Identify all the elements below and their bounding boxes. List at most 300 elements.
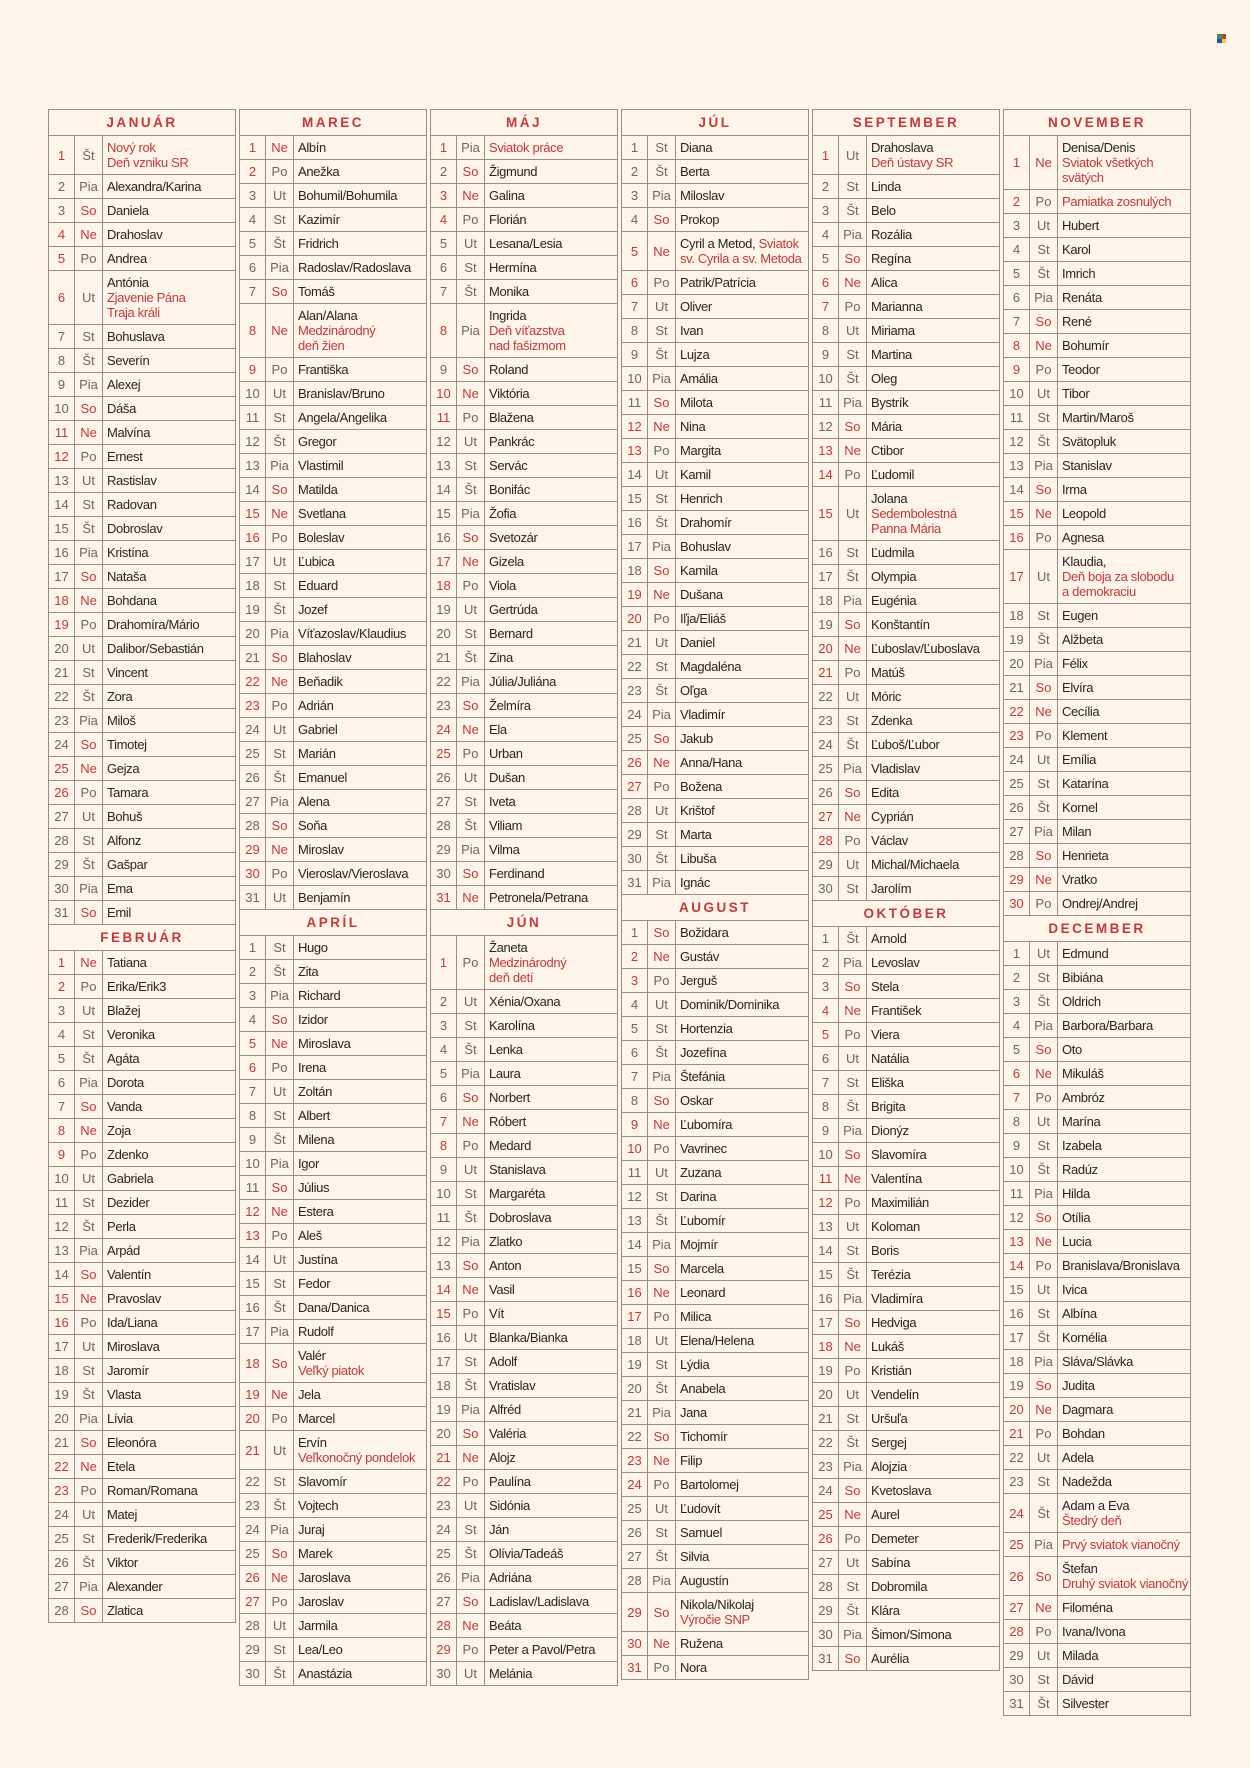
weekday: Ne (75, 757, 103, 781)
day-row (240, 574, 427, 598)
weekday: Po (839, 1023, 867, 1047)
name-cell (867, 487, 1000, 541)
weekday: Pia (1030, 1350, 1058, 1374)
name-day: Dagmara (1062, 1402, 1114, 1417)
weekday: Po (1030, 1086, 1058, 1110)
month-title: JÚL (622, 110, 809, 136)
weekday: St (839, 1575, 867, 1599)
day-row (813, 685, 1000, 709)
day-number: 16 (813, 1287, 839, 1311)
name-day: Zoja (107, 1123, 131, 1138)
weekday: Po (457, 1470, 485, 1494)
day-number: 31 (240, 886, 266, 910)
name-cell (1058, 820, 1191, 844)
day-number: 12 (622, 1185, 648, 1209)
name-day: Aurélia (871, 1651, 910, 1666)
day-row (622, 1113, 809, 1137)
day-row (1004, 502, 1191, 526)
day-row (431, 430, 618, 454)
name-cell (867, 589, 1000, 613)
calendar-column (239, 109, 426, 1686)
name-cell (676, 703, 809, 727)
day-row (49, 1287, 236, 1311)
day-row (431, 1158, 618, 1182)
day-number: 10 (240, 382, 266, 406)
weekday: St (839, 709, 867, 733)
day-row (1004, 1158, 1191, 1182)
day-row (431, 232, 618, 256)
name-cell (103, 829, 236, 853)
day-row (431, 1254, 618, 1278)
weekday: So (266, 478, 294, 502)
name-day: Zdenka (871, 713, 913, 728)
day-row (431, 718, 618, 742)
name-cell (103, 781, 236, 805)
day-number: 22 (1004, 700, 1030, 724)
day-row (240, 208, 427, 232)
name-day: Eduard (298, 578, 338, 593)
name-cell (485, 718, 618, 742)
name-cell (294, 208, 427, 232)
weekday: Ut (1030, 550, 1058, 604)
day-row (240, 1128, 427, 1152)
day-number: 28 (240, 1614, 266, 1638)
day-number: 28 (813, 829, 839, 853)
day-row (49, 1431, 236, 1455)
day-number: 23 (49, 709, 75, 733)
weekday: So (648, 559, 676, 583)
name-cell (1058, 1692, 1191, 1716)
name-cell (294, 526, 427, 550)
day-number: 27 (813, 805, 839, 829)
name-cell (676, 1656, 809, 1680)
weekday: Pia (457, 1062, 485, 1086)
name-cell (103, 199, 236, 223)
name-cell (294, 1104, 427, 1128)
weekday: Št (266, 1296, 294, 1320)
day-row (813, 343, 1000, 367)
day-row (813, 781, 1000, 805)
name-cell (676, 1593, 809, 1632)
name-cell (294, 1590, 427, 1614)
day-row (49, 541, 236, 565)
day-number: 27 (49, 1575, 75, 1599)
name-day: Cyprián (871, 809, 914, 824)
name-day: Kristína (107, 545, 149, 560)
name-day: Lesana/Lesia (489, 236, 563, 251)
weekday: So (266, 280, 294, 304)
day-row (49, 1047, 236, 1071)
day-row (813, 733, 1000, 757)
name-day: Belo (871, 203, 896, 218)
name-cell (1058, 238, 1191, 262)
day-row (240, 406, 427, 430)
weekday: So (839, 1311, 867, 1335)
weekday: So (75, 1599, 103, 1623)
day-row (622, 1305, 809, 1329)
name-cell (485, 1110, 618, 1134)
name-cell (676, 751, 809, 775)
day-number: 27 (622, 1545, 648, 1569)
name-day: Róbert (489, 1114, 526, 1129)
day-number: 24 (1004, 748, 1030, 772)
name-day: Uršuľa (871, 1411, 908, 1426)
weekday: Po (457, 406, 485, 430)
weekday: Po (266, 526, 294, 550)
name-cell (867, 1191, 1000, 1215)
day-number: 21 (240, 646, 266, 670)
day-row (622, 1041, 809, 1065)
day-number: 12 (1004, 1206, 1030, 1230)
day-number: 18 (622, 1329, 648, 1353)
name-cell (485, 1566, 618, 1590)
day-number: 7 (431, 1110, 457, 1134)
name-cell (867, 999, 1000, 1023)
name-day: Vladimír (680, 707, 725, 722)
weekday: Po (839, 1527, 867, 1551)
day-row (622, 160, 809, 184)
day-row (622, 1632, 809, 1656)
name-day: Margaréta (489, 1186, 546, 1201)
weekday: Ut (839, 1551, 867, 1575)
name-cell (103, 613, 236, 637)
day-row (240, 256, 427, 280)
name-day: Sergej (871, 1435, 907, 1450)
day-row (49, 951, 236, 975)
name-cell (485, 502, 618, 526)
day-number: 28 (431, 814, 457, 838)
weekday: Po (75, 613, 103, 637)
name-day: Bystrík (871, 395, 909, 410)
name-day: Dušana (680, 587, 723, 602)
name-day: Jaromír (107, 1363, 149, 1378)
name-cell (867, 733, 1000, 757)
day-number: 17 (813, 1311, 839, 1335)
weekday: Št (266, 1662, 294, 1686)
weekday: Ne (457, 382, 485, 406)
name-day: Daniel (680, 635, 715, 650)
day-number: 1 (813, 927, 839, 951)
name-cell (103, 349, 236, 373)
weekday: St (1030, 1470, 1058, 1494)
name-cell (867, 1551, 1000, 1575)
name-day: Gertrúda (489, 602, 538, 617)
weekday: St (457, 1182, 485, 1206)
name-cell (103, 1239, 236, 1263)
name-day: Ingrida (489, 308, 527, 323)
name-day: Antónia (107, 275, 149, 290)
name-cell (1058, 310, 1191, 334)
day-number: 18 (813, 1335, 839, 1359)
weekday: So (75, 901, 103, 925)
name-cell (676, 1401, 809, 1425)
weekday: So (648, 1257, 676, 1281)
day-number: 30 (240, 1662, 266, 1686)
day-row (813, 829, 1000, 853)
month-table (239, 109, 427, 1686)
weekday: Ut (648, 993, 676, 1017)
name-day: Eugénia (871, 593, 917, 608)
weekday: Št (75, 1215, 103, 1239)
name-day: Terézia (871, 1267, 911, 1282)
name-day: Blažej (107, 1003, 141, 1018)
weekday: So (457, 1254, 485, 1278)
name-day: Oleg (871, 371, 898, 386)
weekday: Pia (648, 1233, 676, 1257)
name-cell (867, 1599, 1000, 1623)
weekday: Ne (1030, 868, 1058, 892)
name-day: Melánia (489, 1666, 533, 1681)
name-day: Anton (489, 1258, 522, 1273)
day-number: 14 (49, 1263, 75, 1287)
day-row (622, 751, 809, 775)
name-day: Blahoslav (298, 650, 352, 665)
day-number: 14 (240, 478, 266, 502)
weekday: Ut (457, 232, 485, 256)
day-row (49, 247, 236, 271)
name-cell (676, 871, 809, 895)
month-table (621, 109, 809, 1680)
name-day: Ján (489, 1522, 509, 1537)
name-day: Vendelín (871, 1387, 919, 1402)
name-cell (676, 993, 809, 1017)
name-cell (294, 304, 427, 358)
weekday: Ne (457, 718, 485, 742)
weekday: Ut (1030, 1644, 1058, 1668)
day-row (431, 382, 618, 406)
day-row (49, 1527, 236, 1551)
day-row (813, 1359, 1000, 1383)
weekday: Pia (457, 1230, 485, 1254)
day-row (49, 999, 236, 1023)
day-number: 3 (1004, 990, 1030, 1014)
name-cell (676, 1632, 809, 1656)
name-day: Irena (298, 1060, 326, 1075)
day-number: 2 (240, 960, 266, 984)
day-number: 6 (240, 256, 266, 280)
weekday: St (75, 1191, 103, 1215)
day-number: 19 (431, 598, 457, 622)
weekday: Po (457, 936, 485, 990)
weekday: So (1030, 1206, 1058, 1230)
name-day: Valentín (107, 1267, 151, 1282)
name-day: Milota (680, 395, 713, 410)
weekday: So (648, 727, 676, 751)
weekday: Pia (75, 175, 103, 199)
name-cell (867, 1431, 1000, 1455)
name-cell (294, 502, 427, 526)
name-day: Ernest (107, 449, 143, 464)
day-row (622, 391, 809, 415)
day-number: 20 (1004, 1398, 1030, 1422)
weekday: Po (75, 1143, 103, 1167)
day-number: 28 (240, 814, 266, 838)
day-row (813, 391, 1000, 415)
name-day: Maximilián (871, 1195, 929, 1210)
name-cell (1058, 748, 1191, 772)
name-day: Vojtech (298, 1498, 339, 1513)
month-title: OKTÓBER (813, 901, 1000, 927)
name-cell (103, 541, 236, 565)
weekday: Št (1030, 990, 1058, 1014)
day-number: 11 (813, 1167, 839, 1191)
day-row (622, 871, 809, 895)
name-day: Silvia (680, 1549, 709, 1564)
day-number: 13 (431, 454, 457, 478)
name-cell (103, 373, 236, 397)
day-row (622, 1233, 809, 1257)
name-cell (1058, 1062, 1191, 1086)
name-cell (867, 1047, 1000, 1071)
weekday: Po (839, 1191, 867, 1215)
name-day: Alžbeta (1062, 632, 1103, 647)
day-row (49, 445, 236, 469)
name-day: Miloslav (680, 188, 725, 203)
name-day: Bohuslava (107, 329, 165, 344)
name-day: Henrieta (1062, 848, 1109, 863)
name-cell (676, 136, 809, 160)
day-row (622, 921, 809, 945)
day-number: 7 (622, 1065, 648, 1089)
name-day: Ružena (680, 1636, 723, 1651)
name-day: Peter a Pavol/Petra (489, 1642, 596, 1657)
name-day: Ctibor (871, 443, 904, 458)
name-day: Timotej (107, 737, 147, 752)
weekday: St (1030, 604, 1058, 628)
day-row (622, 775, 809, 799)
name-cell (676, 271, 809, 295)
name-cell (485, 526, 618, 550)
weekday: Ne (266, 1566, 294, 1590)
name-day: Matúš (871, 665, 905, 680)
day-number: 31 (813, 1647, 839, 1671)
day-row (49, 1383, 236, 1407)
name-day: Milica (680, 1309, 712, 1324)
name-day: Gabriela (107, 1171, 154, 1186)
day-row (813, 1167, 1000, 1191)
day-number: 8 (431, 304, 457, 358)
day-row (622, 1473, 809, 1497)
weekday: Po (648, 1305, 676, 1329)
day-row (1004, 748, 1191, 772)
day-number: 14 (813, 1239, 839, 1263)
name-day: Oľga (680, 683, 707, 698)
day-number: 3 (813, 975, 839, 999)
day-row (813, 975, 1000, 999)
weekday: St (648, 487, 676, 511)
weekday: So (1030, 1038, 1058, 1062)
name-cell (1058, 1326, 1191, 1350)
day-row (431, 790, 618, 814)
weekday: Ne (1030, 1398, 1058, 1422)
name-cell (1058, 136, 1191, 190)
day-row (431, 838, 618, 862)
name-day: Františka (298, 362, 349, 377)
weekday: Po (1030, 724, 1058, 748)
weekday: Št (1030, 430, 1058, 454)
weekday: Št (457, 814, 485, 838)
day-number: 21 (813, 1407, 839, 1431)
day-row (49, 1191, 236, 1215)
day-row (240, 1566, 427, 1590)
name-cell (867, 1623, 1000, 1647)
day-row (813, 589, 1000, 613)
day-row (240, 1200, 427, 1224)
day-number: 2 (622, 160, 648, 184)
name-cell (676, 535, 809, 559)
name-day: Alfréd (489, 1402, 521, 1417)
name-day: Martina (871, 347, 912, 362)
name-day: Hugo (298, 940, 328, 955)
name-day: Zoltán (298, 1084, 333, 1099)
day-number: 11 (240, 1176, 266, 1200)
day-row (240, 1008, 427, 1032)
holiday-label: Prvý sviatok vianočný (1062, 1537, 1180, 1552)
name-cell (676, 1137, 809, 1161)
weekday: St (75, 1023, 103, 1047)
day-number: 26 (49, 781, 75, 805)
day-row (622, 1329, 809, 1353)
weekday: Po (266, 1056, 294, 1080)
day-number: 1 (49, 951, 75, 975)
name-day: Katarína (1062, 776, 1109, 791)
name-cell (294, 936, 427, 960)
day-row (49, 1095, 236, 1119)
name-cell (676, 232, 809, 271)
name-cell (867, 951, 1000, 975)
weekday: Pia (457, 838, 485, 862)
day-number: 3 (431, 184, 457, 208)
day-number: 26 (49, 1551, 75, 1575)
name-day: Barbora/Barbara (1062, 1018, 1153, 1033)
day-number: 4 (813, 999, 839, 1023)
weekday: Pia (457, 1566, 485, 1590)
day-number: 5 (813, 1023, 839, 1047)
name-cell (294, 622, 427, 646)
day-row (813, 175, 1000, 199)
weekday: So (839, 975, 867, 999)
name-day: Norbert (489, 1090, 530, 1105)
name-cell (1058, 262, 1191, 286)
name-cell (103, 271, 236, 325)
name-day: Jarmila (298, 1618, 338, 1633)
day-number: 8 (240, 304, 266, 358)
weekday: Št (75, 517, 103, 541)
name-day: Kornélia (1062, 1330, 1107, 1345)
name-day: Silvester (1062, 1696, 1109, 1711)
name-cell (867, 247, 1000, 271)
day-number: 15 (622, 1257, 648, 1281)
name-cell (485, 304, 618, 358)
day-row (49, 1407, 236, 1431)
day-row (49, 565, 236, 589)
name-day: Adolf (489, 1354, 517, 1369)
name-day: Valentína (871, 1171, 922, 1186)
day-row (1004, 700, 1191, 724)
day-number: 22 (431, 670, 457, 694)
day-number: 28 (1004, 1620, 1030, 1644)
name-cell (485, 232, 618, 256)
day-row (431, 1302, 618, 1326)
name-cell (294, 1272, 427, 1296)
day-number: 21 (431, 1446, 457, 1470)
weekday: Št (839, 367, 867, 391)
day-row (240, 136, 427, 160)
day-row (431, 1350, 618, 1374)
weekday: Pia (457, 136, 485, 160)
day-number: 17 (622, 535, 648, 559)
day-number: 25 (622, 727, 648, 751)
